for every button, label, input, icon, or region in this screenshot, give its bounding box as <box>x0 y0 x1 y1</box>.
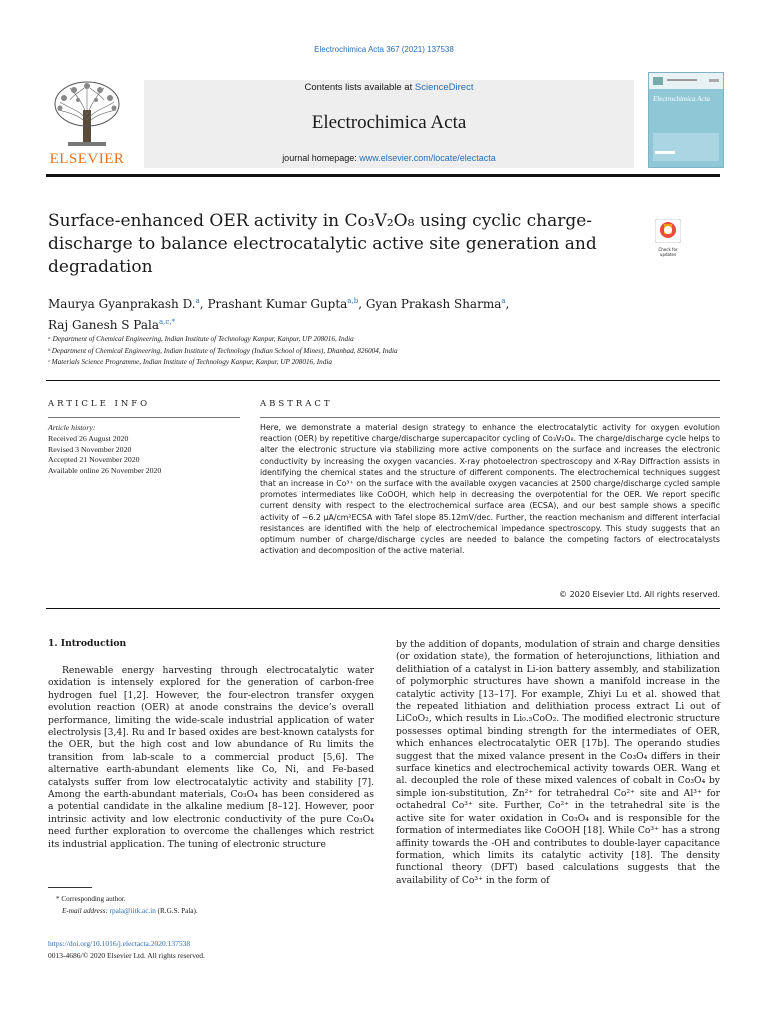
journal-cover-image[interactable] <box>648 72 724 168</box>
elsevier-tree-icon <box>50 80 124 150</box>
body-column-left: Renewable energy harvesting through electrocatalytic water oxidation is intensely explored for the generation of carbon-free hydrogen fuel [1,2]. However, the four-electron transfer oxygen evolution reaction (OER) at anode constrains the device’s overall performance, limiting the wide-scale industrial application of water electrolysis [3,4]. Ru and Ir based oxides are best-known catalysts for the OER, but the high cost and low abundance of Ru limits the transition from lab-scale to a commercial product [5,6]. The alternative earth-abundant elements like Co, Ni, and Fe-based catalysts suffer from low electrocatalytic activity and stability [7]. Among the earth-abundant materials, Co₃O₄ has been considered as a potential candidate in the alkaline medium [8–12]. However, poor intrinsic activity and low electronic conductivity of the pure Co₃O₄ need further exploration to overcome the challenges which restrict its industrial application. The tuning of electronic structure <box>48 665 374 850</box>
history-label: Article history: <box>48 423 96 432</box>
email-label: E-mail address: <box>62 906 108 915</box>
author-affiliation-marker[interactable]: a <box>195 297 200 305</box>
elsevier-logo <box>46 80 128 168</box>
history-online: Available online 26 November 2020 <box>48 466 162 476</box>
check-for-updates-badge[interactable] <box>655 219 681 255</box>
author-name[interactable]: Prashant Kumar Gupta <box>207 297 348 311</box>
header-rule <box>46 174 720 177</box>
homepage-prefix: journal homepage: <box>282 153 360 163</box>
affiliation: ᵇ Department of Chemical Engineering, Indian Institute of Technology (Indian School of Mines), Dhanbad, 826004, India <box>48 347 398 355</box>
corresponding-author-note: * Corresponding author. <box>56 895 126 903</box>
abstract-copyright: © 2020 Elsevier Ltd. All rights reserved. <box>559 590 720 599</box>
homepage-line <box>144 153 634 163</box>
contents-line <box>144 82 634 93</box>
affiliation: ᶜ Materials Science Programme, Indian Institute of Technology Kanpur, Kanpur, UP 208016, India <box>48 358 332 366</box>
sciencedirect-link[interactable]: ScienceDirect <box>414 82 474 93</box>
abstract-rule-bottom <box>46 608 720 609</box>
crossmark-icon <box>655 219 681 243</box>
history-revised: Revised 3 November 2020 <box>48 444 132 454</box>
abstract-rule <box>260 417 720 418</box>
author-affiliation-marker[interactable]: a,c,* <box>159 318 176 326</box>
footnote-rule <box>48 887 92 888</box>
email-link[interactable]: rpala@iitk.ac.in <box>109 906 156 915</box>
author-list: Maurya Gyanprakash D.$^a$, Prashant Kumar Gupta$^{a,b}$, Gyan Prakash Sharma$^a$, Raj Ganesh S Pala$^{a,c,*}$ <box>48 297 510 332</box>
section-heading-introduction: 1. Introduction <box>48 638 127 649</box>
journal-homepage-link[interactable]: www.elsevier.com/locate/electacta <box>359 153 496 163</box>
author-name[interactable]: Gyan Prakash Sharma <box>365 297 502 311</box>
history-received: Received 26 August 2020 <box>48 433 129 443</box>
body-column-right: by the addition of dopants, modulation of strain and charge densities (or oxidation state), the formation of heterojunctions, lithiation and delithiation of a catalyst in Li-ion battery assembly, and stabilization of polymorphic structures have shown a manifold increase in the catalytic activity [13–17]. For example, Zhiyi Lu et al. showed that the repeated lithiation and delithiation process extract Li out of LiCoO₂, which results in Li₀.₅CoO₂. The modified electronic structure possesses optimal binding strength for the intermediates of OER, which enhances electrocatalytic OER [17b]. The operando studies suggest that the mixed valance present in the Co₃O₄ differs in their surface kinetics and electrochemical activity towards OER. Wang et al. decoupled the role of these mixed valences of cobalt in Co₃O₄ by simple ion-substitution, Zn²⁺ for tetrahedral Co²⁺ site and Al³⁺ for octahedral Co³⁺ site. Further, Co²⁺ in the tetrahedral site is the active site for water oxidation in Co₃O₄ and is responsible for the formation of intermediates like CoOOH [18]. While Co³⁺ has a strong affinity towards the -OH and contributes to double-layer capacitance formation, which limits its catalytic activity [18]. The density functional theory (DFT) based calculations suggests that the availability of Co³⁺ in the form of <box>396 639 720 886</box>
author-name[interactable]: Maurya Gyanprakash D. <box>48 297 196 311</box>
author-affiliation-marker[interactable]: a,b <box>347 297 359 305</box>
article-info-heading: ARTICLE INFO <box>48 399 151 409</box>
abstract-text: Here, we demonstrate a material design strategy to enhance the electrocatalytic activity for oxygen evolution reaction (OER) by repetitive charge/discharge supercapacitor cycling of Co₃V₂O₈. The charge/discharge cycle helps to alter the electronic structure via stabilizing more active components on the surface and increases the electronic conductivity by increasing the oxygen vacancies. X-ray photoelectron spectroscopy and X-Ray Diffraction assists in identifying the chemical states and the structure of different components. The electrochemical techniques suggest that an increase in Co³⁺ on the surface with the available oxygen vacancies at 2500 charge/discharge cycled sample promotes intermediates like CoOOH, which help in decreasing the overpotential for the OER. We report specific current density with respect to the electrochemical surface area (ECSA), and our best sample shows a specific activity of ~6.2 µA/cm²ECSA with Tafel slope 85.12mV/dec. Further, the reaction mechanism and different interfacial resistances are identified with the help of electrochemical impedance spectroscopy. This study suggests that an optimum number of charge/discharge cycles are needed to balance the competing factors of electrocatalysts activation and decomposition of the active material. <box>260 423 720 556</box>
article-info-rule <box>48 417 240 418</box>
contents-prefix: Contents lists available at <box>304 82 415 93</box>
doi-link[interactable]: https://doi.org/10.1016/j.electacta.2020.137538 <box>48 939 191 948</box>
history-accepted: Accepted 21 November 2020 <box>48 455 140 465</box>
footnotes <box>56 894 376 917</box>
crossmark-label: Check for updates <box>658 247 678 257</box>
elsevier-wordmark: ELSEVIER <box>49 151 125 167</box>
journal-title: Electrochimica Acta <box>311 112 467 133</box>
article-history <box>48 423 248 477</box>
article-title: Surface-enhanced OER activity in Co₃V₂O₈ using cyclic charge-discharge to balance electrocatalytic active site generation and degradation <box>48 211 597 277</box>
affiliation-rule <box>46 380 720 381</box>
affiliation: ᵃ Department of Chemical Engineering, Indian Institute of Technology Kanpur, Kanpur, UP 208016, India <box>48 335 354 343</box>
cover-art-icon <box>649 73 723 167</box>
issn-line: 0013-4686/© 2020 Elsevier Ltd. All rights reserved. <box>48 951 205 960</box>
cover-title: Electrochimica Acta <box>653 95 710 103</box>
journal-citation[interactable]: Electrochimica Acta 367 (2021) 137538 <box>314 45 454 54</box>
abstract-heading: ABSTRACT <box>260 399 333 409</box>
email-suffix: (R.G.S. Pala). <box>155 906 198 915</box>
doi-block <box>48 938 205 962</box>
author-name[interactable]: Raj Ganesh S Pala <box>48 318 159 332</box>
author-affiliation-marker[interactable]: a <box>501 297 506 305</box>
